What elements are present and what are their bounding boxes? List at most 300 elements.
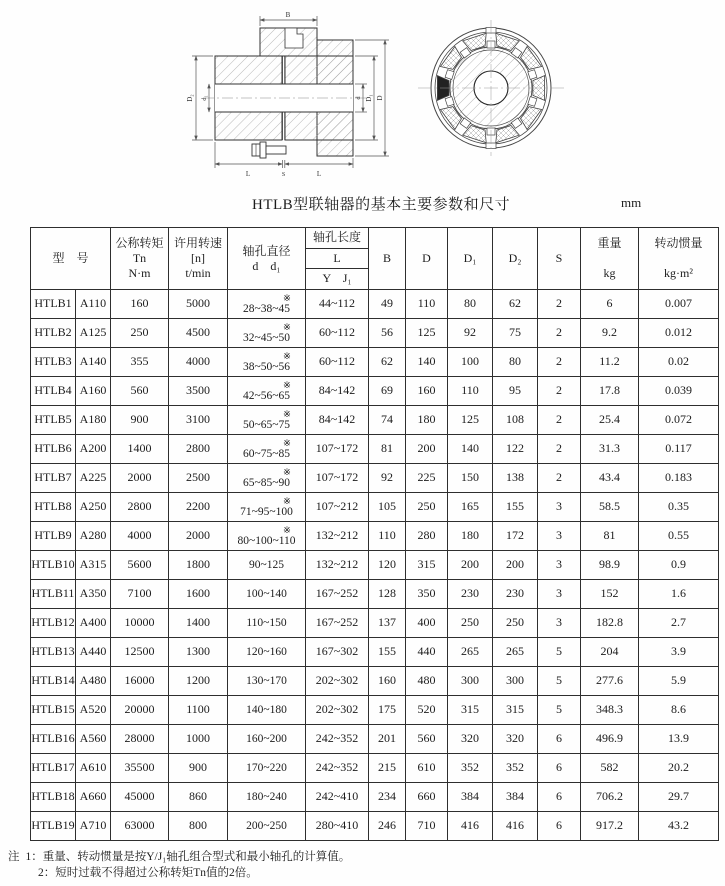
cell-speed: 3500 — [169, 377, 228, 406]
cell-bore-diameter — [228, 696, 306, 725]
cell-model-series: HTLB11 — [31, 580, 76, 609]
cell-torque: 35500 — [111, 754, 169, 783]
cell-model-size: A250 — [76, 493, 111, 522]
star-mark: ※ — [283, 496, 292, 507]
star-mark: ※ — [283, 525, 292, 536]
header-bore-diameter: 轴孔直径 d d₁ — [228, 228, 306, 290]
cell-bore-length: 202~302 — [306, 667, 369, 696]
table-header — [31, 228, 719, 290]
cell-inertia: 0.9 — [639, 551, 719, 580]
cell-speed: 2500 — [169, 464, 228, 493]
cell-torque: 1400 — [111, 435, 169, 464]
cell-B: 110 — [369, 522, 406, 551]
cell-B: 175 — [369, 696, 406, 725]
star-mark: ※ — [283, 380, 292, 391]
cell-S: 3 — [538, 493, 581, 522]
cell-model-size: A660 — [76, 783, 111, 812]
table-row — [31, 290, 719, 319]
cell-model-size: A140 — [76, 348, 111, 377]
bolt — [252, 142, 286, 158]
cell-inertia: 8.6 — [639, 696, 719, 725]
table-row — [31, 435, 719, 464]
cell-bore-diameter — [228, 754, 306, 783]
cell-S: 3 — [538, 609, 581, 638]
cell-bore-diameter — [228, 783, 306, 812]
cell-torque: 560 — [111, 377, 169, 406]
cell-bore-length: 242~352 — [306, 725, 369, 754]
cell-B: 215 — [369, 754, 406, 783]
bore-range: 65~85~90 — [243, 476, 290, 489]
cell-bore-diameter — [228, 667, 306, 696]
cell-bore-diameter — [228, 725, 306, 754]
cell-D2: 95 — [493, 377, 538, 406]
cell-D2: 315 — [493, 696, 538, 725]
cell-S: 2 — [538, 348, 581, 377]
cell-inertia: 1.6 — [639, 580, 719, 609]
cell-model-size: A110 — [76, 290, 111, 319]
cell-S: 2 — [538, 377, 581, 406]
cell-speed: 2800 — [169, 435, 228, 464]
dim-label-D1: D₁ — [365, 94, 373, 102]
header-torque: 公称转矩 Tn N·m — [111, 228, 169, 290]
cell-model-size: A480 — [76, 667, 111, 696]
cell-S: 2 — [538, 290, 581, 319]
cell-D2: 122 — [493, 435, 538, 464]
cell-bore-diameter — [228, 493, 306, 522]
dim-label-D: D — [376, 95, 384, 101]
table-row — [31, 812, 719, 841]
footnote-2: 2：短时过载不得超过公称转矩Tn值的2倍。 — [38, 867, 258, 879]
cell-model-series: HTLB5 — [31, 406, 76, 435]
cell-weight: 43.4 — [581, 464, 639, 493]
cell-bore-length: 84~142 — [306, 406, 369, 435]
cell-D2: 108 — [493, 406, 538, 435]
cell-D1: 180 — [448, 522, 493, 551]
cell-model-series: HTLB18 — [31, 783, 76, 812]
cell-D1: 352 — [448, 754, 493, 783]
cell-inertia: 13.9 — [639, 725, 719, 754]
cell-model-size: A520 — [76, 696, 111, 725]
cell-model-series: HTLB17 — [31, 754, 76, 783]
cell-D: 160 — [406, 377, 448, 406]
cell-D1: 200 — [448, 551, 493, 580]
cell-torque: 10000 — [111, 609, 169, 638]
cell-B: 49 — [369, 290, 406, 319]
cell-speed: 4000 — [169, 348, 228, 377]
cell-B: 234 — [369, 783, 406, 812]
cell-model-size: A280 — [76, 522, 111, 551]
dim-label-B: B — [285, 11, 291, 19]
dim-label-S: S — [281, 172, 286, 178]
star-mark: ※ — [283, 322, 292, 333]
unit-label: mm — [621, 195, 642, 210]
cell-weight: 6 — [581, 290, 639, 319]
cell-bore-diameter — [228, 406, 306, 435]
cell-torque: 2800 — [111, 493, 169, 522]
page-title: HTLB型联轴器的基本主要参数和尺寸 — [252, 197, 511, 213]
header-D2: D₂ — [493, 228, 538, 290]
cell-weight: 582 — [581, 754, 639, 783]
cell-inertia: 0.117 — [639, 435, 719, 464]
cell-model-size: A400 — [76, 609, 111, 638]
dim-label-d1: d₁ — [201, 95, 208, 101]
cell-model-series: HTLB2 — [31, 319, 76, 348]
table-row — [31, 319, 719, 348]
cell-inertia: 0.007 — [639, 290, 719, 319]
table-row — [31, 522, 719, 551]
table-row — [31, 667, 719, 696]
cell-torque: 5600 — [111, 551, 169, 580]
table-row — [31, 580, 719, 609]
cell-inertia: 0.012 — [639, 319, 719, 348]
cell-weight: 204 — [581, 638, 639, 667]
cell-bore-length: 167~302 — [306, 638, 369, 667]
cell-D2: 80 — [493, 348, 538, 377]
cell-inertia: 29.7 — [639, 783, 719, 812]
cell-speed: 3100 — [169, 406, 228, 435]
cell-bore-length: 84~142 — [306, 377, 369, 406]
cell-inertia: 5.9 — [639, 667, 719, 696]
cell-bore-length: 242~352 — [306, 754, 369, 783]
cell-D: 180 — [406, 406, 448, 435]
header-D1: D₁ — [448, 228, 493, 290]
cell-model-size: A710 — [76, 812, 111, 841]
table-row — [31, 377, 719, 406]
cell-torque: 12500 — [111, 638, 169, 667]
cell-torque: 160 — [111, 290, 169, 319]
cell-B: 92 — [369, 464, 406, 493]
cell-bore-length: 132~212 — [306, 522, 369, 551]
bore-range: 32~45~50 — [243, 331, 290, 344]
cell-inertia: 0.55 — [639, 522, 719, 551]
cell-D1: 125 — [448, 406, 493, 435]
cell-B: 105 — [369, 493, 406, 522]
cell-B: 81 — [369, 435, 406, 464]
cell-torque: 63000 — [111, 812, 169, 841]
cell-B: 137 — [369, 609, 406, 638]
cell-bore-length: 167~252 — [306, 580, 369, 609]
cell-speed: 800 — [169, 812, 228, 841]
cell-weight: 277.6 — [581, 667, 639, 696]
cell-model-series: HTLB10 — [31, 551, 76, 580]
cell-D1: 230 — [448, 580, 493, 609]
cell-D: 440 — [406, 638, 448, 667]
bore-range: 180~240 — [246, 790, 287, 803]
cell-D: 560 — [406, 725, 448, 754]
bore-range: 50~65~75 — [243, 418, 290, 431]
cell-D1: 140 — [448, 435, 493, 464]
cell-S: 5 — [538, 667, 581, 696]
cell-model-series: HTLB15 — [31, 696, 76, 725]
cell-model-series: HTLB4 — [31, 377, 76, 406]
cell-bore-length: 280~410 — [306, 812, 369, 841]
cell-B: 160 — [369, 667, 406, 696]
bore-range: 80~100~110 — [237, 534, 296, 547]
cell-D1: 416 — [448, 812, 493, 841]
cell-S: 3 — [538, 522, 581, 551]
cell-weight: 17.8 — [581, 377, 639, 406]
cell-D: 710 — [406, 812, 448, 841]
cell-torque: 45000 — [111, 783, 169, 812]
bore-range: 42~56~65 — [243, 389, 290, 402]
cell-weight: 706.2 — [581, 783, 639, 812]
bore-range: 110~150 — [246, 616, 287, 629]
table-row — [31, 638, 719, 667]
bore-range: 28~38~45 — [243, 302, 290, 315]
cell-torque: 7100 — [111, 580, 169, 609]
header-speed: 许用转速 [n] t/min — [169, 228, 228, 290]
cell-B: 69 — [369, 377, 406, 406]
table-row — [31, 406, 719, 435]
cell-B: 155 — [369, 638, 406, 667]
cell-D1: 320 — [448, 725, 493, 754]
bore-range: 160~200 — [246, 732, 287, 745]
cell-B: 128 — [369, 580, 406, 609]
cell-speed: 1100 — [169, 696, 228, 725]
bore-range: 90~125 — [249, 558, 284, 571]
cell-D: 140 — [406, 348, 448, 377]
cell-weight: 11.2 — [581, 348, 639, 377]
cell-speed: 5000 — [169, 290, 228, 319]
cell-model-size: A225 — [76, 464, 111, 493]
star-mark: ※ — [283, 293, 292, 304]
header-S: S — [538, 228, 581, 290]
cell-speed: 1200 — [169, 667, 228, 696]
cell-bore-length: 44~112 — [306, 290, 369, 319]
cell-D: 200 — [406, 435, 448, 464]
cell-inertia: 20.2 — [639, 754, 719, 783]
cell-model-series: HTLB8 — [31, 493, 76, 522]
cell-inertia: 3.9 — [639, 638, 719, 667]
cell-model-size: A180 — [76, 406, 111, 435]
cell-weight: 58.5 — [581, 493, 639, 522]
cell-weight: 348.3 — [581, 696, 639, 725]
cell-D2: 265 — [493, 638, 538, 667]
cell-D2: 416 — [493, 812, 538, 841]
dim-label-d: d — [355, 96, 362, 100]
cell-D2: 200 — [493, 551, 538, 580]
header-inertia: 转动惯量 kg·m² — [639, 228, 719, 290]
cell-D: 225 — [406, 464, 448, 493]
cell-S: 6 — [538, 783, 581, 812]
cell-D2: 384 — [493, 783, 538, 812]
star-mark: ※ — [283, 438, 292, 449]
cell-D1: 150 — [448, 464, 493, 493]
table-row — [31, 493, 719, 522]
header-B: B — [369, 228, 406, 290]
cell-weight: 9.2 — [581, 319, 639, 348]
cell-model-series: HTLB1 — [31, 290, 76, 319]
star-mark: ※ — [283, 467, 292, 478]
cell-D2: 75 — [493, 319, 538, 348]
footnotes — [8, 849, 350, 881]
cell-S: 2 — [538, 406, 581, 435]
cell-bore-diameter — [228, 319, 306, 348]
cell-model-size: A610 — [76, 754, 111, 783]
cell-weight: 152 — [581, 580, 639, 609]
spec-table — [30, 227, 719, 841]
cell-S: 6 — [538, 754, 581, 783]
table-row — [31, 754, 719, 783]
cell-model-size: A125 — [76, 319, 111, 348]
cell-speed: 1600 — [169, 580, 228, 609]
cell-bore-length: 167~252 — [306, 609, 369, 638]
cell-weight: 496.9 — [581, 725, 639, 754]
bore-range: 71~95~100 — [240, 505, 293, 518]
cell-D: 250 — [406, 493, 448, 522]
cell-D2: 250 — [493, 609, 538, 638]
coupling-section-drawing — [165, 10, 407, 188]
cell-D1: 384 — [448, 783, 493, 812]
cell-D: 110 — [406, 290, 448, 319]
cell-model-series: HTLB6 — [31, 435, 76, 464]
header-model: 型 号 — [31, 228, 111, 290]
cell-bore-length: 60~112 — [306, 319, 369, 348]
cell-weight: 81 — [581, 522, 639, 551]
cell-D1: 92 — [448, 319, 493, 348]
cell-bore-diameter — [228, 638, 306, 667]
cell-speed: 1000 — [169, 725, 228, 754]
cell-bore-diameter — [228, 609, 306, 638]
cell-S: 5 — [538, 638, 581, 667]
coupling-front-drawing — [416, 18, 568, 158]
bore-range: 38~50~56 — [243, 360, 290, 373]
cell-weight: 917.2 — [581, 812, 639, 841]
bore-range: 170~220 — [246, 761, 287, 774]
cell-D: 280 — [406, 522, 448, 551]
cell-D1: 250 — [448, 609, 493, 638]
cell-inertia: 0.35 — [639, 493, 719, 522]
cell-inertia: 0.072 — [639, 406, 719, 435]
cell-weight: 25.4 — [581, 406, 639, 435]
cell-D: 610 — [406, 754, 448, 783]
cell-S: 6 — [538, 725, 581, 754]
cell-S: 5 — [538, 696, 581, 725]
cell-D2: 155 — [493, 493, 538, 522]
star-mark: ※ — [283, 409, 292, 420]
cell-D1: 265 — [448, 638, 493, 667]
cell-B: 62 — [369, 348, 406, 377]
table-row — [31, 783, 719, 812]
cell-model-size: A440 — [76, 638, 111, 667]
cell-D2: 62 — [493, 290, 538, 319]
cell-speed: 1300 — [169, 638, 228, 667]
cell-inertia: 0.183 — [639, 464, 719, 493]
cell-model-series: HTLB13 — [31, 638, 76, 667]
cell-D: 660 — [406, 783, 448, 812]
table-body — [31, 290, 719, 841]
bore-range: 200~250 — [246, 819, 287, 832]
cell-B: 201 — [369, 725, 406, 754]
cell-D2: 172 — [493, 522, 538, 551]
cell-model-series: HTLB14 — [31, 667, 76, 696]
cell-bore-diameter — [228, 435, 306, 464]
cell-model-size: A160 — [76, 377, 111, 406]
cell-bore-diameter — [228, 551, 306, 580]
cell-model-size: A200 — [76, 435, 111, 464]
cell-speed: 900 — [169, 754, 228, 783]
cell-model-series: HTLB19 — [31, 812, 76, 841]
table-row — [31, 551, 719, 580]
cell-D1: 110 — [448, 377, 493, 406]
cell-D2: 300 — [493, 667, 538, 696]
cell-D1: 300 — [448, 667, 493, 696]
cell-bore-length: 107~172 — [306, 435, 369, 464]
cell-D: 350 — [406, 580, 448, 609]
cell-B: 246 — [369, 812, 406, 841]
cell-speed: 4500 — [169, 319, 228, 348]
cell-inertia: 0.02 — [639, 348, 719, 377]
cell-speed: 860 — [169, 783, 228, 812]
bore-range: 60~75~85 — [243, 447, 290, 460]
cell-D1: 315 — [448, 696, 493, 725]
table-row — [31, 725, 719, 754]
table-row — [31, 348, 719, 377]
cell-bore-length: 107~172 — [306, 464, 369, 493]
cell-torque: 900 — [111, 406, 169, 435]
cell-inertia: 0.039 — [639, 377, 719, 406]
cell-inertia: 43.2 — [639, 812, 719, 841]
cell-S: 2 — [538, 319, 581, 348]
bore-range: 130~170 — [246, 674, 287, 687]
cell-bore-length: 107~212 — [306, 493, 369, 522]
cell-D: 480 — [406, 667, 448, 696]
cell-speed: 1800 — [169, 551, 228, 580]
title-row — [0, 193, 725, 215]
cell-bore-length: 132~212 — [306, 551, 369, 580]
cell-speed: 1400 — [169, 609, 228, 638]
cell-bore-diameter — [228, 464, 306, 493]
cell-bore-diameter — [228, 348, 306, 377]
footnote-1: 注 1：重量、转动惯量是按Y/J₁轴孔组合型式和最小轴孔的计算值。 — [8, 851, 351, 863]
dim-label-D2: D₂ — [186, 94, 194, 102]
cell-D: 520 — [406, 696, 448, 725]
cell-weight: 31.3 — [581, 435, 639, 464]
cell-model-size: A560 — [76, 725, 111, 754]
cell-D: 400 — [406, 609, 448, 638]
cell-model-series: HTLB3 — [31, 348, 76, 377]
cell-model-series: HTLB16 — [31, 725, 76, 754]
cell-model-size: A350 — [76, 580, 111, 609]
cell-bore-diameter — [228, 290, 306, 319]
cell-bore-diameter — [228, 812, 306, 841]
cell-speed: 2000 — [169, 522, 228, 551]
table-row — [31, 696, 719, 725]
cell-D2: 138 — [493, 464, 538, 493]
cell-bore-length: 60~112 — [306, 348, 369, 377]
cell-D: 315 — [406, 551, 448, 580]
cell-D2: 230 — [493, 580, 538, 609]
cell-bore-length: 202~302 — [306, 696, 369, 725]
cell-torque: 250 — [111, 319, 169, 348]
cell-model-series: HTLB7 — [31, 464, 76, 493]
cell-B: 74 — [369, 406, 406, 435]
cell-weight: 182.8 — [581, 609, 639, 638]
cell-torque: 4000 — [111, 522, 169, 551]
cell-torque: 355 — [111, 348, 169, 377]
cell-torque: 2000 — [111, 464, 169, 493]
cell-S: 3 — [538, 580, 581, 609]
cell-speed: 2200 — [169, 493, 228, 522]
cell-bore-diameter — [228, 377, 306, 406]
cell-bore-diameter — [228, 580, 306, 609]
cell-model-series: HTLB9 — [31, 522, 76, 551]
cell-S: 6 — [538, 812, 581, 841]
bore-range: 120~160 — [246, 645, 287, 658]
cell-bore-length: 242~410 — [306, 783, 369, 812]
table-row — [31, 609, 719, 638]
cell-D1: 165 — [448, 493, 493, 522]
